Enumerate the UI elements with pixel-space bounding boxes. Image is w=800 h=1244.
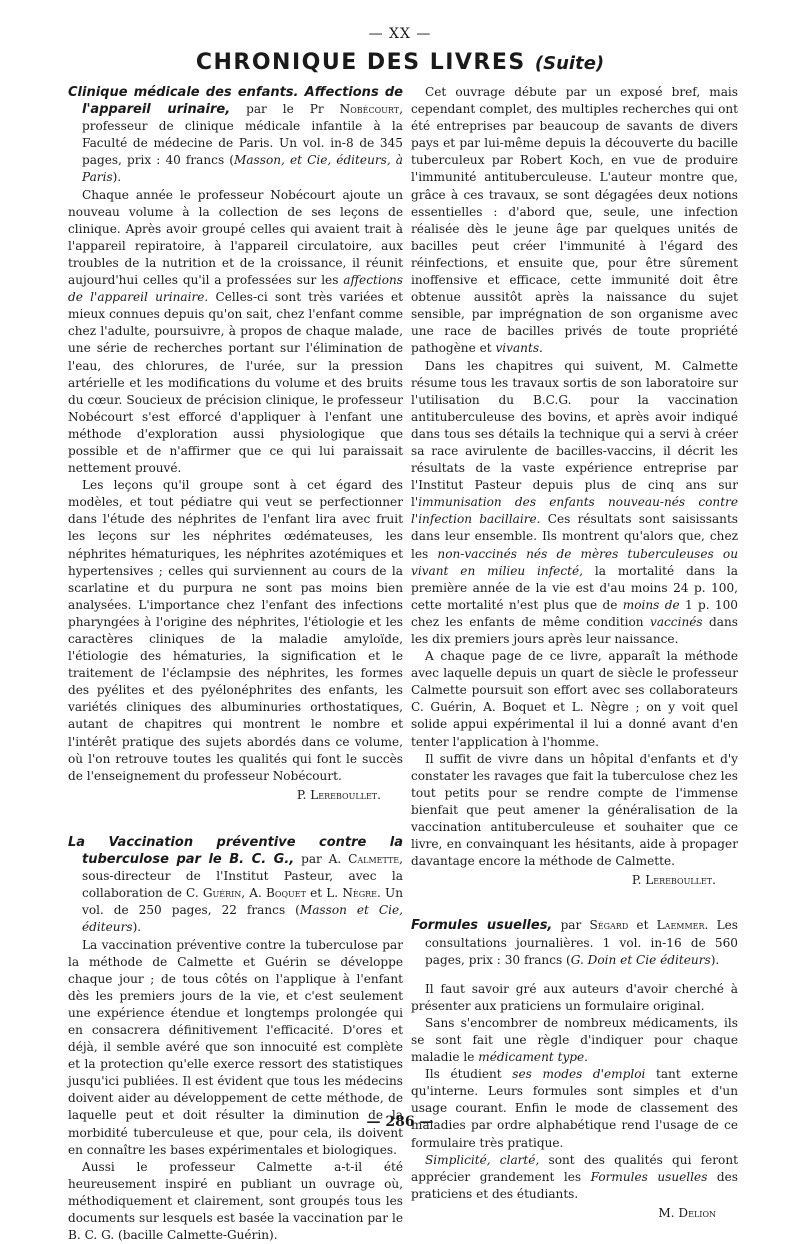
review2-publisher: Masson et Cie, éditeurs: [82, 903, 403, 935]
review3-signature: M. Delion: [658, 1205, 716, 1220]
review2-collab1: Guérin: [202, 886, 242, 901]
review2-by: par A.: [294, 852, 349, 867]
review2-p3-em: vivants.: [495, 341, 543, 356]
review2-info-end: . Un vol. de 250 pages, 22 francs (: [82, 886, 403, 918]
review1-p1-text: Chaque année le professeur Nobécourt ajoute un nouveau volume à la collection de ses leçons de clinique. Après avoir groupé celles qui avaient trait à l'appareil repiratoire, à l'appareil circulatoire, aux troubles de la nutrition et de la croissance, il réunit aujourd'hui celles qu'il a professées sur les: [68, 187, 403, 288]
page-number: — 286 —: [366, 1114, 434, 1130]
review1-paragraph-1: [68, 187, 403, 478]
review2-p4-e: dans les dix premiers jours après leur naissance.: [411, 614, 739, 646]
review2-info: , sous-directeur de l'Institut Pasteur, avec la collaboration de C.: [82, 852, 404, 901]
review3-info-end: ).: [710, 952, 720, 967]
review2-p4-c: la mortalité dans la première année de la vie est d'au moins 24 p. 100, cette mortalité n'est plus que de: [411, 563, 738, 612]
review1-header: [68, 84, 403, 187]
review2-header: [68, 834, 403, 937]
review2-paragraph-2: Aussi le professeur Calmette a-t-il été heureusement inspiré en publiant un ouvrage où, méthodiquement et clairement, sont groupés tous les documents sur lesquels est basée la vaccination par le B. C. G. (bacille Calmette-Guérin).: [68, 1159, 403, 1243]
review2-paragraph-3: [411, 84, 738, 358]
review2-p4-em3: moins de: [622, 597, 680, 612]
review3-paragraph-2: [411, 1015, 738, 1066]
review2-paragraph-6: Il suffit de vivre dans un hôpital d'enfants et d'y constater les ravages que fait la tuberculose chez les tout petits pour se rendre compte de l'immense bienfait que peut amener la généralisation de la vaccination antituberculeuse et souhaiter que ce livre, en convainquant les hésitants, aide à propager davantage encore la méthode de Calmette.: [411, 751, 738, 869]
review3-p3-em: ses modes d'emploi: [512, 1067, 646, 1082]
review3-p4-em: Simplicité, clarté,: [425, 1152, 540, 1167]
review2-paragraph-5: A chaque page de ce livre, apparaît la méthode avec laquelle depuis un quart de siècle le professeur Calmette poursuit son effort avec ses collaborateurs C. Guérin, A. Boquet et L. Nègre ; on y voit quel solide appui expérimental il lui a donné avant d'en tenter l'application à l'homme.: [411, 649, 738, 749]
review3-paragraph-1: Il faut savoir gré aux auteurs d'avoir cherché à présenter aux praticiens un formulaire original.: [411, 981, 738, 1013]
review1-info-end: ).: [112, 170, 122, 185]
review1-p1-end: Celles-ci sont très variées et mieux connues depuis qu'on sait, chez l'enfant comme chez l'adulte, poursuivre, à propos de chaque malade, une série de recherches portant sur l'élimination de l'eau, des chlorures, de l'urée, sur la pression artérielle et les modifications du volume et des bruits du cœur. Soucieux de précision clinique, le professeur Nobécourt s'est efforcé d'appliquer à l'enfant une méthode d'exploration aussi physiologique que possible et de n'affirmer que ce qui lui paraissait nettement prouvé.: [68, 290, 404, 476]
review3-p4-b: des praticiens et des étudiants.: [411, 1169, 738, 1201]
review2-title: La Vaccination préventive contre la tuberculose par le B. C. G.,: [68, 834, 403, 868]
review2-author: Calmette: [348, 852, 400, 867]
review1-info: , professeur de clinique médicale infantile à la Faculté de médecine de Paris. Un vol. in-8 de 345 pages, prix : 40 francs (: [82, 102, 403, 168]
review3-p2-text: Sans s'encombrer de nombreux médicaments, ils se sont fait une règle d'indiquer pour chaque maladie le: [411, 1015, 738, 1065]
review3-p4-text: sont des qualités qui feront apprécier grandement les: [411, 1152, 738, 1184]
review1-title: Clinique médicale des enfants. Affections de l'appareil urinaire,: [68, 85, 403, 118]
heading-text: CHRONIQUE DES LIVRES: [195, 50, 526, 75]
review3-author2: Laemmer: [656, 918, 705, 933]
review2-paragraph-4: [411, 358, 738, 649]
review2-collab2: Boquet: [266, 886, 306, 901]
review2-info-mid: , A.: [241, 886, 267, 901]
review3-p4-em2: Formules usuelles: [590, 1169, 708, 1184]
review2-p4-text: Dans les chapitres qui suivent, M. Calmette résume tous les travaux sortis de son laboratoire sur l'utilisation du B.C.G. pour la vaccination antituberculeuse des bovins, et après avoir indiqué dans tous ses détails la technique qui a servi à créer sa race avirulente de bacilles-vaccins, il décrit les résultats de la vaste expérience entreprise par l'Institut Pasteur depuis plus de cinq ans sur l': [411, 358, 738, 510]
review3-paragraph-3: [411, 1066, 738, 1151]
review2-p4-em4: vaccinés: [649, 614, 703, 629]
heading-suite: (Suite): [534, 53, 605, 74]
review1-publisher: Masson, et Cie, éditeurs, à Paris: [82, 153, 403, 185]
review1-author: Nobécourt: [339, 102, 400, 117]
roman-folio: — XX —: [368, 26, 432, 42]
review2-collab3: Nègre: [342, 886, 377, 901]
review2-p4-b: Ces résultats sont saisissants dans leur ensemble. Ils montrent qu'alors que, chez les: [411, 512, 739, 561]
review3-p3-b: tant externe qu'interne. Leurs formules sont simples et d'un usage courant. Enfin le mode de classement des maladies par ordre alphabétique rend l'usage de ce formulaire très pratique.: [411, 1067, 738, 1150]
left-column: [68, 84, 403, 1244]
review3-header: [411, 917, 738, 968]
review2-paragraph-1: La vaccination préventive contre la tuberculose par la méthode de Calmette et Guérin se développe chaque jour ; de tous côtés on l'applique à l'enfant dès les premiers jours de la vie, et c'est seulement une expérience étendue et longtemps prolongée qui en consacrera définitivement l'efficacité. D'ores et déjà, il semble avéré que son innocuité est complète et la protection qu'elle exerce ressort des statistiques jusqu'ici publiées. Il est évident que tous les médecins doivent aider au développement de cette méthode, de laquelle peut et doit résulter la diminution de la morbidité tuberculeuse et que, pour cela, ils doivent en connaître les bases expérimentales et biologiques.: [68, 937, 403, 1157]
review1-p1-em: affections de l'appareil urinaire.: [68, 273, 403, 305]
right-column: [411, 84, 738, 1222]
review1-paragraph-2: Les leçons qu'il groupe sont à cet égard des modèles, et tout pédiatre qui veut se perfectionner dans l'étude des néphrites de l'enfant lira avec fruit les leçons sur les néphrites œdémateuses, les néphrites hématuriques, les néphrites azotémiques et hypertensives ; celles qui surviennent au cours de la scarlatine et du purpura ne sont pas moins bien analysées. L'importance chez l'enfant des infections pharyngées à l'origine des néphrites, l'étiologie et les caractères cliniques de la maladie amyloïde, l'étiologie des hématuries, la signification et le traitement de l'éclampsie des néphrites, les formes des pyélites et des pyélonéphrites des enfants, les variétés cliniques des albuminuries orthostatiques, autant de chapitres qui montrent le nombre et l'intérêt pratique des sujets abordés dans ce volume, où l'on retrouve toutes les qualités qui font le succès de l'enseignement du professeur Nobécourt.: [68, 478, 403, 783]
review2-p4-d: 1 p. 100 chez les enfants de même condition: [411, 597, 738, 629]
review3-info: . Les consultations journalières. 1 vol. in-16 de 560 pages, prix : 30 francs (: [425, 918, 738, 967]
review2-p4-em: immunisation des enfants nouveau-nés contre l'infection bacillaire.: [411, 495, 738, 527]
review2-signature: P. Lereboullet.: [631, 873, 716, 888]
review3-publisher: G. Doin et Cie éditeurs: [570, 952, 711, 967]
review2-p3-text: Cet ouvrage débute par un exposé bref, mais cependant complet, des multiples recherches qui ont été entreprises par beaucoup de savants de divers pays et par lui-même depuis la découverte du bacille tuberculeux par Robert Koch, en vue de produire l'immunité antituberculeuse. L'auteur montre que, grâce à ces travaux, se sont dégagées deux notions essentielles : d'abord que, seule, une infection réalisée dès le jeune âge par quelques unités de bacilles peut créer l'immunité à l'égard des réinfections, et ensuite que, pour être sûrement inoffensive et efficace, cette immunité doit être obtenue aussitôt après la naissance du sujet sensible, par imprégnation de son organisme avec une race de bacilles privés de toute propriété pathogène et: [411, 85, 738, 356]
review3-p2-em: médicament type.: [478, 1050, 589, 1065]
review3-p3-text: Ils étudient: [425, 1067, 513, 1082]
review2-p4-em2: non-vaccinés nés de mères tuberculeuses ou vivant en milieu infecté,: [411, 546, 738, 578]
review3-title: Formules usuelles,: [411, 918, 553, 934]
section-heading: [0, 50, 800, 75]
review3-paragraph-4: [411, 1152, 738, 1203]
review1-by: par le Pr: [230, 102, 340, 117]
review3-author1: Ségard: [589, 918, 629, 933]
review2-info-mid2: et L.: [305, 886, 343, 901]
review1-signature: P. Lereboullet.: [296, 787, 381, 802]
review3-by: par: [552, 918, 590, 933]
review2-info-close: ).: [132, 920, 142, 935]
review3-and: et: [628, 918, 657, 933]
